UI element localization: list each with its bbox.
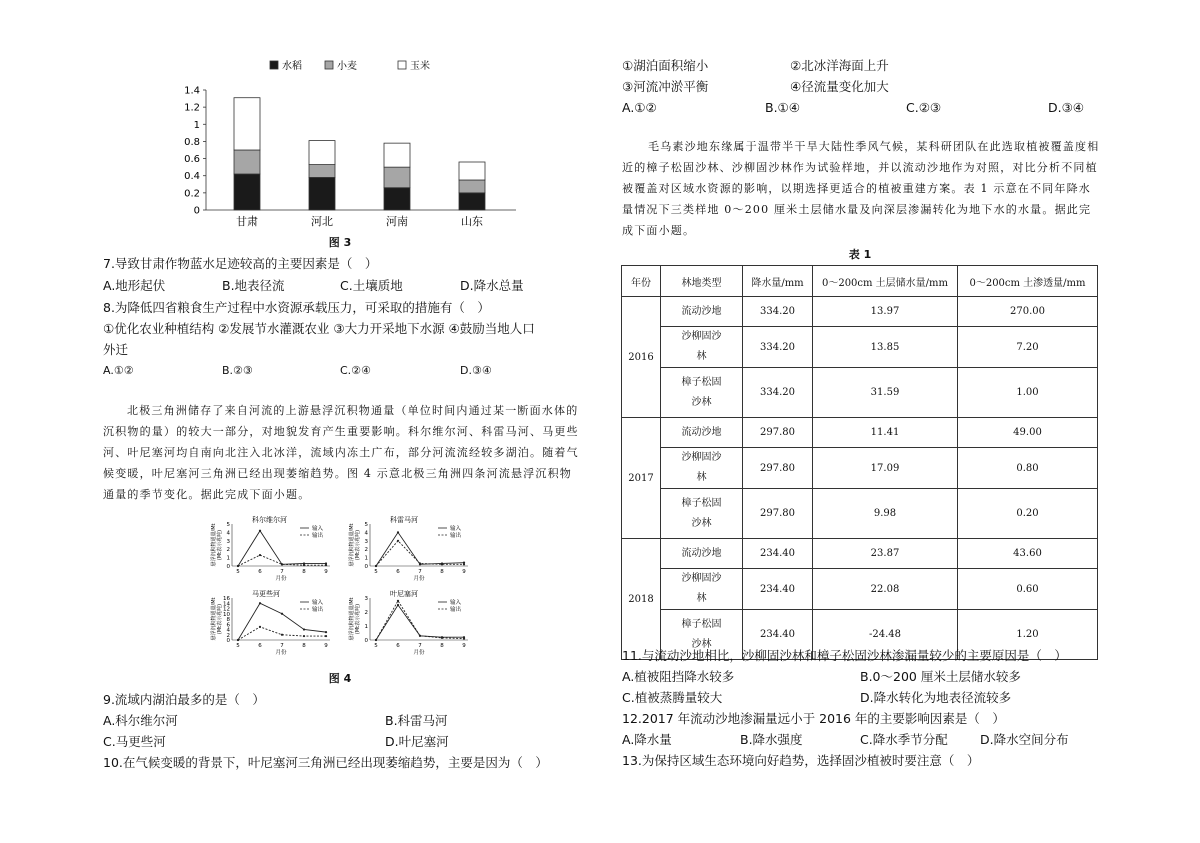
cell-infiltration: 0.80 — [958, 448, 1098, 489]
cell-infiltration: 0.60 — [958, 569, 1098, 610]
q7-option-b: B.地表径流 — [222, 278, 285, 293]
panel-y-label: 悬浮沉积物通量/Mt — [349, 523, 355, 567]
q12-option-c: C.降水季节分配 — [860, 732, 948, 747]
bar-水稻-河南 — [384, 188, 410, 210]
q7-option-d: D.降水总量 — [460, 278, 524, 293]
cell-infiltration: 1.20 — [958, 610, 1098, 660]
panel-y-tick: 3 — [226, 538, 230, 545]
x-tick-label: 河南 — [386, 215, 408, 228]
panel-x-tick: 9 — [462, 643, 466, 649]
panel-y-tick: 2 — [226, 632, 230, 639]
panel-x-tick: 9 — [462, 569, 466, 575]
x-tick-label: 河北 — [311, 215, 333, 228]
cell-water-storage: 13.85 — [813, 327, 958, 368]
q7-option-a: A.地形起伏 — [103, 278, 166, 293]
point-output — [303, 635, 305, 637]
panel-x-tick: 5 — [236, 643, 240, 649]
header-year: 年份 — [622, 266, 661, 297]
panel-y-tick: 0 — [364, 564, 368, 570]
cell-precipitation: 334.20 — [743, 297, 813, 327]
legend-input-label: 输入 — [450, 600, 462, 606]
sediment-panel-0 — [210, 515, 330, 582]
table-row — [622, 539, 1098, 569]
point-output — [259, 554, 261, 556]
cell-infiltration: 49.00 — [958, 418, 1098, 448]
table-row — [622, 448, 1098, 489]
panel-x-tick: 8 — [302, 569, 306, 575]
point-output — [463, 638, 465, 640]
q10-item-3: ③河流冲淤平衡 — [622, 79, 709, 94]
point-output — [281, 634, 283, 636]
q8-option-a: A.①② — [103, 364, 134, 377]
y-tick-label: 0.4 — [184, 171, 200, 183]
q10-option-c: C.②③ — [906, 100, 942, 115]
question-8: 8.为降低四省粮食生产过程中水资源承载压力，可采取的措施有（ ） — [103, 300, 490, 315]
cell-year: 2017 — [622, 418, 661, 539]
cell-forest-type: 樟子松固沙林 — [661, 489, 743, 539]
cell-water-storage: 22.08 — [813, 569, 958, 610]
point-output — [375, 639, 377, 641]
table-row — [622, 418, 1098, 448]
panel-y-label: 悬浮沉积物通量/Mt — [211, 523, 217, 567]
q8-items-line1: ①优化农业种植结构 ②发展节水灌溉农业 ③大力开采地下水源 ④鼓励当地人口 — [103, 321, 535, 336]
point-output — [237, 565, 239, 567]
panel-x-tick: 5 — [374, 569, 378, 575]
panel-y-tick: 10 — [223, 611, 230, 618]
panel-title: 科尔维尔河 — [252, 516, 287, 524]
panel-y-tick: 16 — [223, 596, 230, 602]
cell-forest-type: 樟子松固沙林 — [661, 610, 743, 660]
passage-arctic-delta: 北极三角洲储存了来自河流的上游悬浮沉积物通量（单位时间内通过某一断面水体的沉积物的量）的较大一部分，对地貌发育产生重要影响。科尔维尔河、科雷马河、马更些河、叶尼塞河均自南向北注入北冰洋，流域内冻土广布，部分河流流经较多湖泊。随着气候变暖，叶尼塞河三角洲已经出现萎缩趋势。图 4 示意北极三角洲四条河流悬浮沉积物通量的季节变化。据此完成下面小题。 — [103, 404, 579, 501]
passage-mu-us-sandy-land: 毛乌素沙地东缘属于温带半干旱大陆性季风气候，某科研团队在此选取植被覆盖度相近的樟子松固沙林、沙柳固沙林作为试验样地，并以流动沙地作为对照，对比分析不同植被覆盖对区域水资源的影响，以期选择更适合的植被重建方案。表 1 示意在不同年降水量情况下三类样地 0～200 厘米土层储水量及向深层渗漏转化为地下水的水量。据此完成下面小题。 — [622, 140, 1100, 237]
sediment-panel-1 — [348, 515, 468, 582]
q10-option-b: B.①④ — [765, 100, 800, 115]
bar-小麦-河北 — [309, 165, 335, 178]
question-13: 13.为保持区域生态环境向好趋势，选择固沙植被时要注意（ ） — [622, 753, 980, 768]
panel-y-label-sub: (Mt表示兆吨) — [355, 529, 361, 561]
q10-option-a: A.①② — [622, 100, 657, 115]
point-output — [441, 637, 443, 639]
cell-precipitation: 334.20 — [743, 327, 813, 368]
bar-水稻-河北 — [309, 177, 335, 210]
legend-swatch-2 — [398, 61, 406, 69]
cell-precipitation: 234.40 — [743, 610, 813, 660]
point-output — [419, 562, 421, 564]
series-line-output — [376, 541, 464, 566]
panel-y-tick: 2 — [226, 547, 230, 554]
panel-y-label-sub: (Mt表示兆吨) — [217, 603, 223, 635]
panel-y-tick: 1 — [364, 555, 368, 562]
cell-year: 2016 — [622, 297, 661, 418]
point-output — [281, 563, 283, 565]
panel-x-tick: 5 — [236, 569, 240, 575]
q11-option-b: B.0～200 厘米土层储水较多 — [860, 669, 1021, 684]
sediment-panel-2 — [210, 589, 330, 656]
q10-item-2: ②北冰洋海面上升 — [790, 58, 889, 73]
cell-water-storage: 13.97 — [813, 297, 958, 327]
legend-input-label: 输入 — [312, 600, 324, 606]
panel-x-tick: 7 — [280, 569, 284, 575]
bar-玉米-山东 — [459, 162, 485, 180]
panel-y-tick: 0 — [364, 638, 368, 644]
q11-option-d: D.降水转化为地表径流较多 — [860, 690, 1012, 705]
cell-forest-type: 沙柳固沙林 — [661, 448, 743, 489]
header-water-storage: 0～200cm 土层储水量/mm — [813, 266, 958, 297]
table-row — [622, 569, 1098, 610]
panel-x-tick: 5 — [374, 643, 378, 649]
point-output — [397, 600, 399, 602]
point-input — [397, 531, 399, 533]
legend-label-0: 水稻 — [282, 61, 302, 72]
q12-option-b: B.降水强度 — [740, 732, 803, 747]
question-7: 7.导致甘肃作物蓝水足迹较高的主要因素是（ ） — [103, 256, 378, 271]
q9-option-a: A.科尔维尔河 — [103, 713, 178, 728]
figure-4-caption: 图 4 — [328, 672, 352, 685]
panel-title: 科雷马河 — [390, 516, 418, 524]
q11-option-a: A.植被阻挡降水较多 — [622, 669, 735, 684]
panel-y-tick: 2 — [364, 610, 368, 616]
panel-title: 马更些河 — [252, 590, 280, 598]
legend-swatch-1 — [325, 61, 333, 69]
panel-x-tick: 7 — [418, 643, 422, 649]
panel-y-tick: 1 — [226, 555, 230, 562]
q10-item-1: ①湖泊面积缩小 — [622, 58, 709, 73]
legend-input-label: 输入 — [312, 526, 324, 532]
cell-forest-type: 沙柳固沙林 — [661, 569, 743, 610]
cell-infiltration: 270.00 — [958, 297, 1098, 327]
q9-option-d: D.叶尼塞河 — [385, 734, 449, 749]
cell-water-storage: 9.98 — [813, 489, 958, 539]
point-output — [303, 564, 305, 566]
q11-option-c: C.植被蒸腾量较大 — [622, 690, 723, 705]
bar-玉米-河南 — [384, 143, 410, 167]
figure-3-caption: 图 3 — [328, 236, 352, 249]
cell-precipitation: 234.40 — [743, 569, 813, 610]
header-infiltration: 0～200cm 土渗透量/mm — [958, 266, 1098, 297]
panel-y-tick: 4 — [364, 530, 368, 537]
bar-水稻-山东 — [459, 193, 485, 210]
panel-x-tick: 6 — [396, 569, 400, 575]
table-1-title: 表 1 — [848, 248, 872, 261]
panel-y-label: 悬浮沉积物通量/Mt — [211, 597, 217, 641]
q8-items-line2: 外迁 — [103, 342, 129, 357]
panel-y-label-sub: (Mt表示兆吨) — [217, 529, 223, 561]
point-input — [397, 604, 399, 606]
panel-x-tick: 7 — [418, 569, 422, 575]
cell-precipitation: 297.80 — [743, 448, 813, 489]
cell-precipitation: 297.80 — [743, 418, 813, 448]
q12-option-d: D.降水空间分布 — [980, 732, 1069, 747]
legend-input-label: 输入 — [450, 526, 462, 532]
legend-label-2: 玉米 — [410, 61, 430, 72]
cell-water-storage: 11.41 — [813, 418, 958, 448]
legend-output-label: 输出 — [450, 533, 462, 539]
cell-infiltration: 0.20 — [958, 489, 1098, 539]
bar-玉米-河北 — [309, 141, 335, 165]
header-forest-type: 林地类型 — [661, 266, 743, 297]
panel-y-tick: 6 — [226, 622, 230, 629]
panel-y-label-sub: (Mt表示兆吨) — [355, 603, 361, 635]
cell-water-storage: 17.09 — [813, 448, 958, 489]
y-tick-label: 1 — [193, 119, 200, 131]
point-output — [325, 635, 327, 637]
point-output — [463, 563, 465, 565]
cell-precipitation: 334.20 — [743, 368, 813, 418]
panel-y-tick: 4 — [226, 530, 230, 537]
panel-x-label: 月份 — [413, 650, 425, 656]
legend-output-label: 输出 — [312, 533, 324, 539]
panel-y-tick: 14 — [223, 601, 230, 608]
y-tick-label: 1.2 — [184, 102, 200, 114]
point-input — [325, 631, 327, 633]
point-output — [419, 635, 421, 637]
point-input — [303, 628, 305, 630]
table-row — [622, 297, 1098, 327]
legend-swatch-0 — [270, 61, 278, 69]
cell-infiltration: 1.00 — [958, 368, 1098, 418]
q10-item-4: ④径流量变化加大 — [790, 79, 889, 94]
panel-y-tick: 2 — [364, 547, 368, 554]
q12-option-a: A.降水量 — [622, 732, 672, 747]
q8-option-c: C.②④ — [340, 364, 371, 377]
point-output — [375, 565, 377, 567]
panel-y-tick: 1 — [364, 624, 368, 630]
panel-x-tick: 9 — [324, 569, 328, 575]
cell-infiltration: 43.60 — [958, 539, 1098, 569]
panel-y-tick: 5 — [364, 522, 368, 528]
panel-y-label: 悬浮沉积物通量/Mt — [349, 597, 355, 641]
q8-option-b: B.②③ — [222, 364, 253, 377]
point-input — [259, 530, 261, 532]
panel-x-tick: 8 — [440, 643, 444, 649]
legend-output-label: 输出 — [450, 607, 462, 613]
point-input — [281, 613, 283, 615]
cell-precipitation: 297.80 — [743, 489, 813, 539]
question-11: 11.与流动沙地相比，沙柳固沙林和樟子松固沙林渗漏量较少的主要原因是（ ） — [622, 648, 1067, 663]
panel-x-tick: 7 — [280, 643, 284, 649]
bar-水稻-甘肃 — [234, 174, 260, 210]
cell-water-storage: 23.87 — [813, 539, 958, 569]
panel-x-label: 月份 — [413, 576, 425, 582]
point-output — [397, 540, 399, 542]
panel-title: 叶尼塞河 — [390, 590, 418, 598]
panel-y-tick: 12 — [223, 606, 230, 613]
panel-x-tick: 6 — [396, 643, 400, 649]
panel-x-tick: 8 — [302, 643, 306, 649]
bar-玉米-甘肃 — [234, 98, 260, 150]
q8-option-d: D.③④ — [460, 364, 492, 377]
table-row — [622, 368, 1098, 418]
cell-year: 2018 — [622, 539, 661, 660]
table-row — [622, 489, 1098, 539]
figure-4-sediment-flux-charts — [200, 512, 480, 662]
cell-forest-type: 流动沙地 — [661, 539, 743, 569]
point-output — [441, 563, 443, 565]
panel-y-tick: 5 — [226, 522, 230, 528]
y-tick-label: 0.2 — [184, 188, 200, 200]
series-line-output — [238, 627, 326, 640]
panel-x-tick: 6 — [258, 643, 262, 649]
y-tick-label: 0.6 — [184, 154, 200, 166]
point-output — [237, 639, 239, 641]
y-tick-label: 0.8 — [184, 136, 200, 148]
panel-x-tick: 8 — [440, 569, 444, 575]
q10-option-d: D.③④ — [1048, 100, 1085, 115]
question-10: 10.在气候变暖的背景下，叶尼塞河三角洲已经出现萎缩趋势，主要是因为（ ） — [103, 755, 548, 770]
panel-y-tick: 4 — [226, 627, 230, 634]
y-tick-label: 1.4 — [184, 85, 200, 97]
table-row — [622, 327, 1098, 368]
point-output — [259, 626, 261, 628]
header-precipitation: 降水量/mm — [743, 266, 813, 297]
point-input — [259, 602, 261, 604]
cell-forest-type: 流动沙地 — [661, 297, 743, 327]
bar-小麦-甘肃 — [234, 150, 260, 174]
table-header-row — [622, 266, 1098, 297]
panel-x-tick: 6 — [258, 569, 262, 575]
table-1 — [621, 265, 1098, 660]
cell-forest-type: 樟子松固沙林 — [661, 368, 743, 418]
q9-option-c: C.马更些河 — [103, 734, 166, 749]
panel-y-tick: 3 — [364, 596, 368, 602]
point-output — [325, 564, 327, 566]
cell-water-storage: 31.59 — [813, 368, 958, 418]
q9-option-b: B.科雷马河 — [385, 713, 448, 728]
legend-label-1: 小麦 — [337, 61, 357, 72]
sediment-panel-3 — [348, 589, 468, 656]
figure-3-stacked-bar-chart — [170, 55, 530, 230]
panel-y-tick: 0 — [226, 564, 230, 570]
panel-y-tick: 3 — [364, 538, 368, 545]
x-tick-label: 甘肃 — [236, 215, 258, 228]
cell-forest-type: 流动沙地 — [661, 418, 743, 448]
x-tick-label: 山东 — [461, 215, 483, 228]
y-tick-label: 0 — [193, 205, 200, 217]
panel-y-tick: 0 — [226, 638, 230, 644]
cell-infiltration: 7.20 — [958, 327, 1098, 368]
cell-water-storage: -24.48 — [813, 610, 958, 660]
panel-x-label: 月份 — [275, 650, 287, 656]
legend-output-label: 输出 — [312, 607, 324, 613]
panel-x-tick: 9 — [324, 643, 328, 649]
q7-option-c: C.土壤质地 — [340, 278, 403, 293]
cell-forest-type: 沙柳固沙林 — [661, 327, 743, 368]
question-9: 9.流域内湖泊最多的是（ ） — [103, 692, 265, 707]
panel-x-label: 月份 — [275, 576, 287, 582]
bar-小麦-山东 — [459, 180, 485, 193]
bar-小麦-河南 — [384, 167, 410, 188]
panel-y-tick: 8 — [226, 617, 230, 623]
cell-precipitation: 234.40 — [743, 539, 813, 569]
question-12: 12.2017 年流动沙地渗漏量远小于 2016 年的主要影响因素是（ ） — [622, 711, 1005, 726]
